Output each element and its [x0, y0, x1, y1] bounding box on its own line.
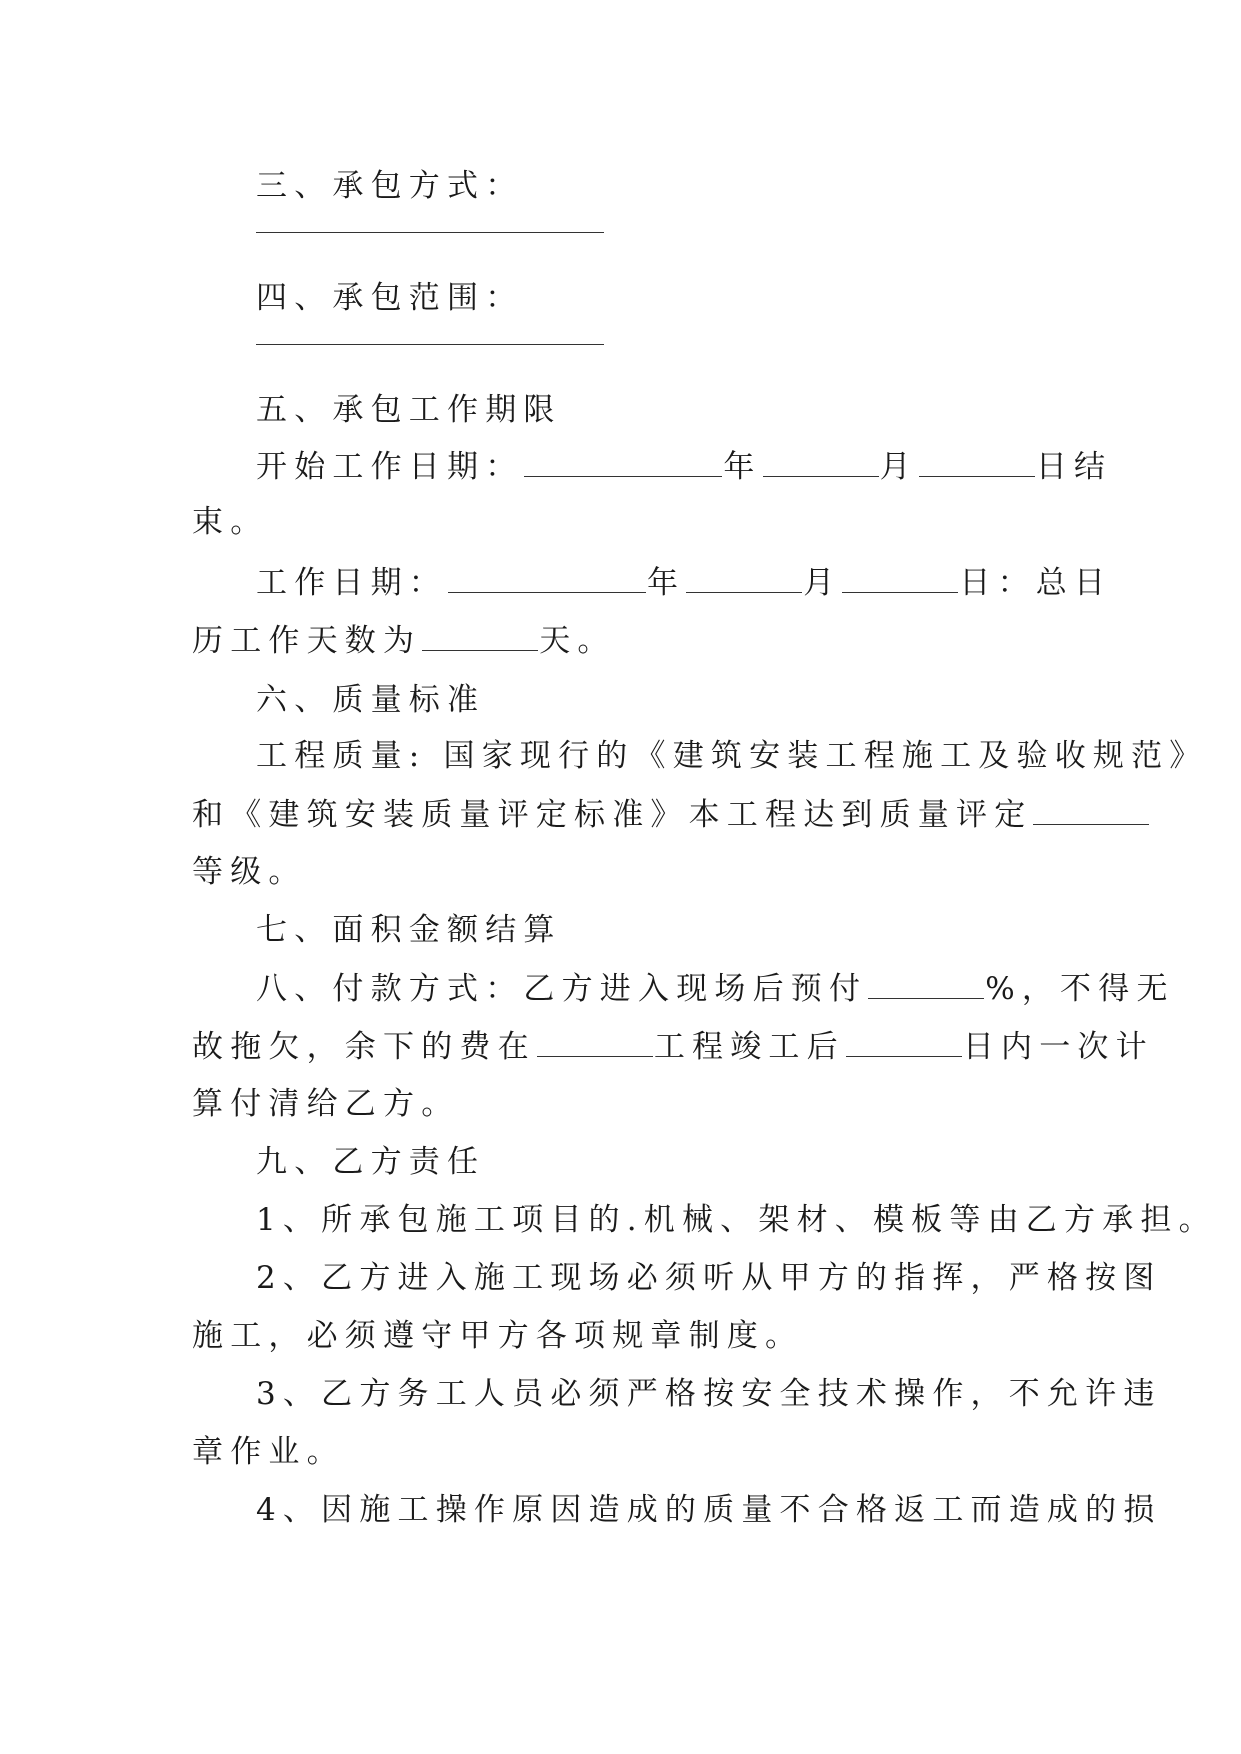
section-4-heading: [256, 278, 1116, 318]
remaining-fee-blank: [537, 1026, 653, 1057]
clause-2-text-2: 施工，必须遵守甲方各项规章制度。: [192, 1318, 804, 1354]
clause-4-line-1: [256, 1490, 1162, 1530]
section-3-text: 三、承包方式：: [256, 168, 524, 204]
section-6-heading: [256, 680, 1116, 720]
work-date-line: [256, 562, 1116, 603]
work-day-blank: [842, 562, 958, 593]
payment-text-2b: 工程竣工后: [653, 1029, 845, 1065]
section-9-text: 九、乙方责任: [256, 1144, 486, 1180]
quality-text-1: 工程质量: 国家现行的《建筑安装工程施工及验收规范》: [256, 738, 1208, 774]
section-5-text: 五、承包工作期限: [256, 392, 562, 428]
month-label: 月: [879, 449, 918, 485]
payment-line-3: [192, 1084, 1052, 1124]
start-month-blank: [763, 446, 879, 477]
work-date-label: 工作日期：: [256, 565, 447, 601]
clause-2-text-1: 2、乙方进入施工现场必须听从甲方的指挥，严格按图: [256, 1260, 1162, 1296]
quality-line-3: [192, 852, 1052, 892]
clause-2-line-1: [256, 1258, 1162, 1298]
clause-4-text-1: 4、因施工操作原因造成的质量不合格返工而造成的损: [256, 1492, 1162, 1528]
clause-3-line-2: [192, 1432, 1052, 1472]
work-month-label: 月: [803, 565, 842, 601]
start-date-line: [256, 446, 1116, 487]
start-date-line-cont: [192, 502, 1052, 542]
total-days-label: 日：总日: [959, 565, 1113, 601]
quality-text-2: 和《建筑安装质量评定标准》本工程达到质量评定: [192, 797, 1033, 833]
year-label: 年: [723, 449, 762, 485]
start-day-blank: [919, 446, 1035, 477]
payment-line-1: [256, 968, 1175, 1009]
quality-text-3: 等级。: [192, 854, 307, 890]
quality-grade-blank: [1033, 794, 1149, 825]
section-7-heading: [256, 910, 1116, 950]
start-date-label: 开始工作日期：: [256, 449, 524, 485]
calendar-days-label: 历工作天数为: [192, 623, 422, 659]
payment-text-2c: 日内一次计: [962, 1029, 1154, 1065]
days-after-completion-blank: [846, 1026, 962, 1057]
payment-text-3: 算付清给乙方。: [192, 1086, 460, 1122]
quality-line-2: [192, 794, 1052, 835]
clause-3-line-1: [256, 1374, 1162, 1414]
payment-text-1: 八、付款方式：乙方进入现场后预付: [256, 971, 868, 1007]
section-7-text: 七、面积金额结算: [256, 912, 562, 948]
payment-text-1b: %，不得无: [985, 971, 1175, 1007]
work-year-blank: [448, 562, 646, 593]
section-6-text: 六、质量标准: [256, 682, 486, 718]
work-month-blank: [686, 562, 802, 593]
quality-line-1: [256, 736, 1208, 776]
prepay-percent-blank: [868, 968, 984, 999]
clause-1-text: 1、所承包施工项目的.机械、架材、模板等由乙方承担。: [256, 1202, 1217, 1238]
contract-method-blank: [256, 232, 604, 233]
work-days-line: [192, 620, 1052, 661]
section-9-heading: [256, 1142, 1116, 1182]
payment-line-2: [192, 1026, 1154, 1067]
clause-3-text-2: 章作业。: [192, 1434, 345, 1470]
section-5-heading: [256, 390, 1116, 430]
start-year-blank: [524, 446, 722, 477]
payment-text-2a: 故拖欠，余下的费在: [192, 1029, 536, 1065]
end-text: 束。: [192, 504, 269, 540]
contract-scope-blank: [256, 344, 604, 345]
calendar-days-blank: [422, 620, 538, 651]
section-4-text: 四、承包范围：: [256, 280, 524, 316]
work-year-label: 年: [647, 565, 686, 601]
days-unit: 天。: [539, 623, 616, 659]
day-end-label: 日结: [1035, 449, 1113, 485]
section-3-heading: [256, 166, 1116, 206]
clause-2-line-2: [192, 1316, 1052, 1356]
clause-1: [256, 1200, 1217, 1240]
clause-3-text-1: 3、乙方务工人员必须严格按安全技术操作，不允许违: [256, 1376, 1162, 1412]
